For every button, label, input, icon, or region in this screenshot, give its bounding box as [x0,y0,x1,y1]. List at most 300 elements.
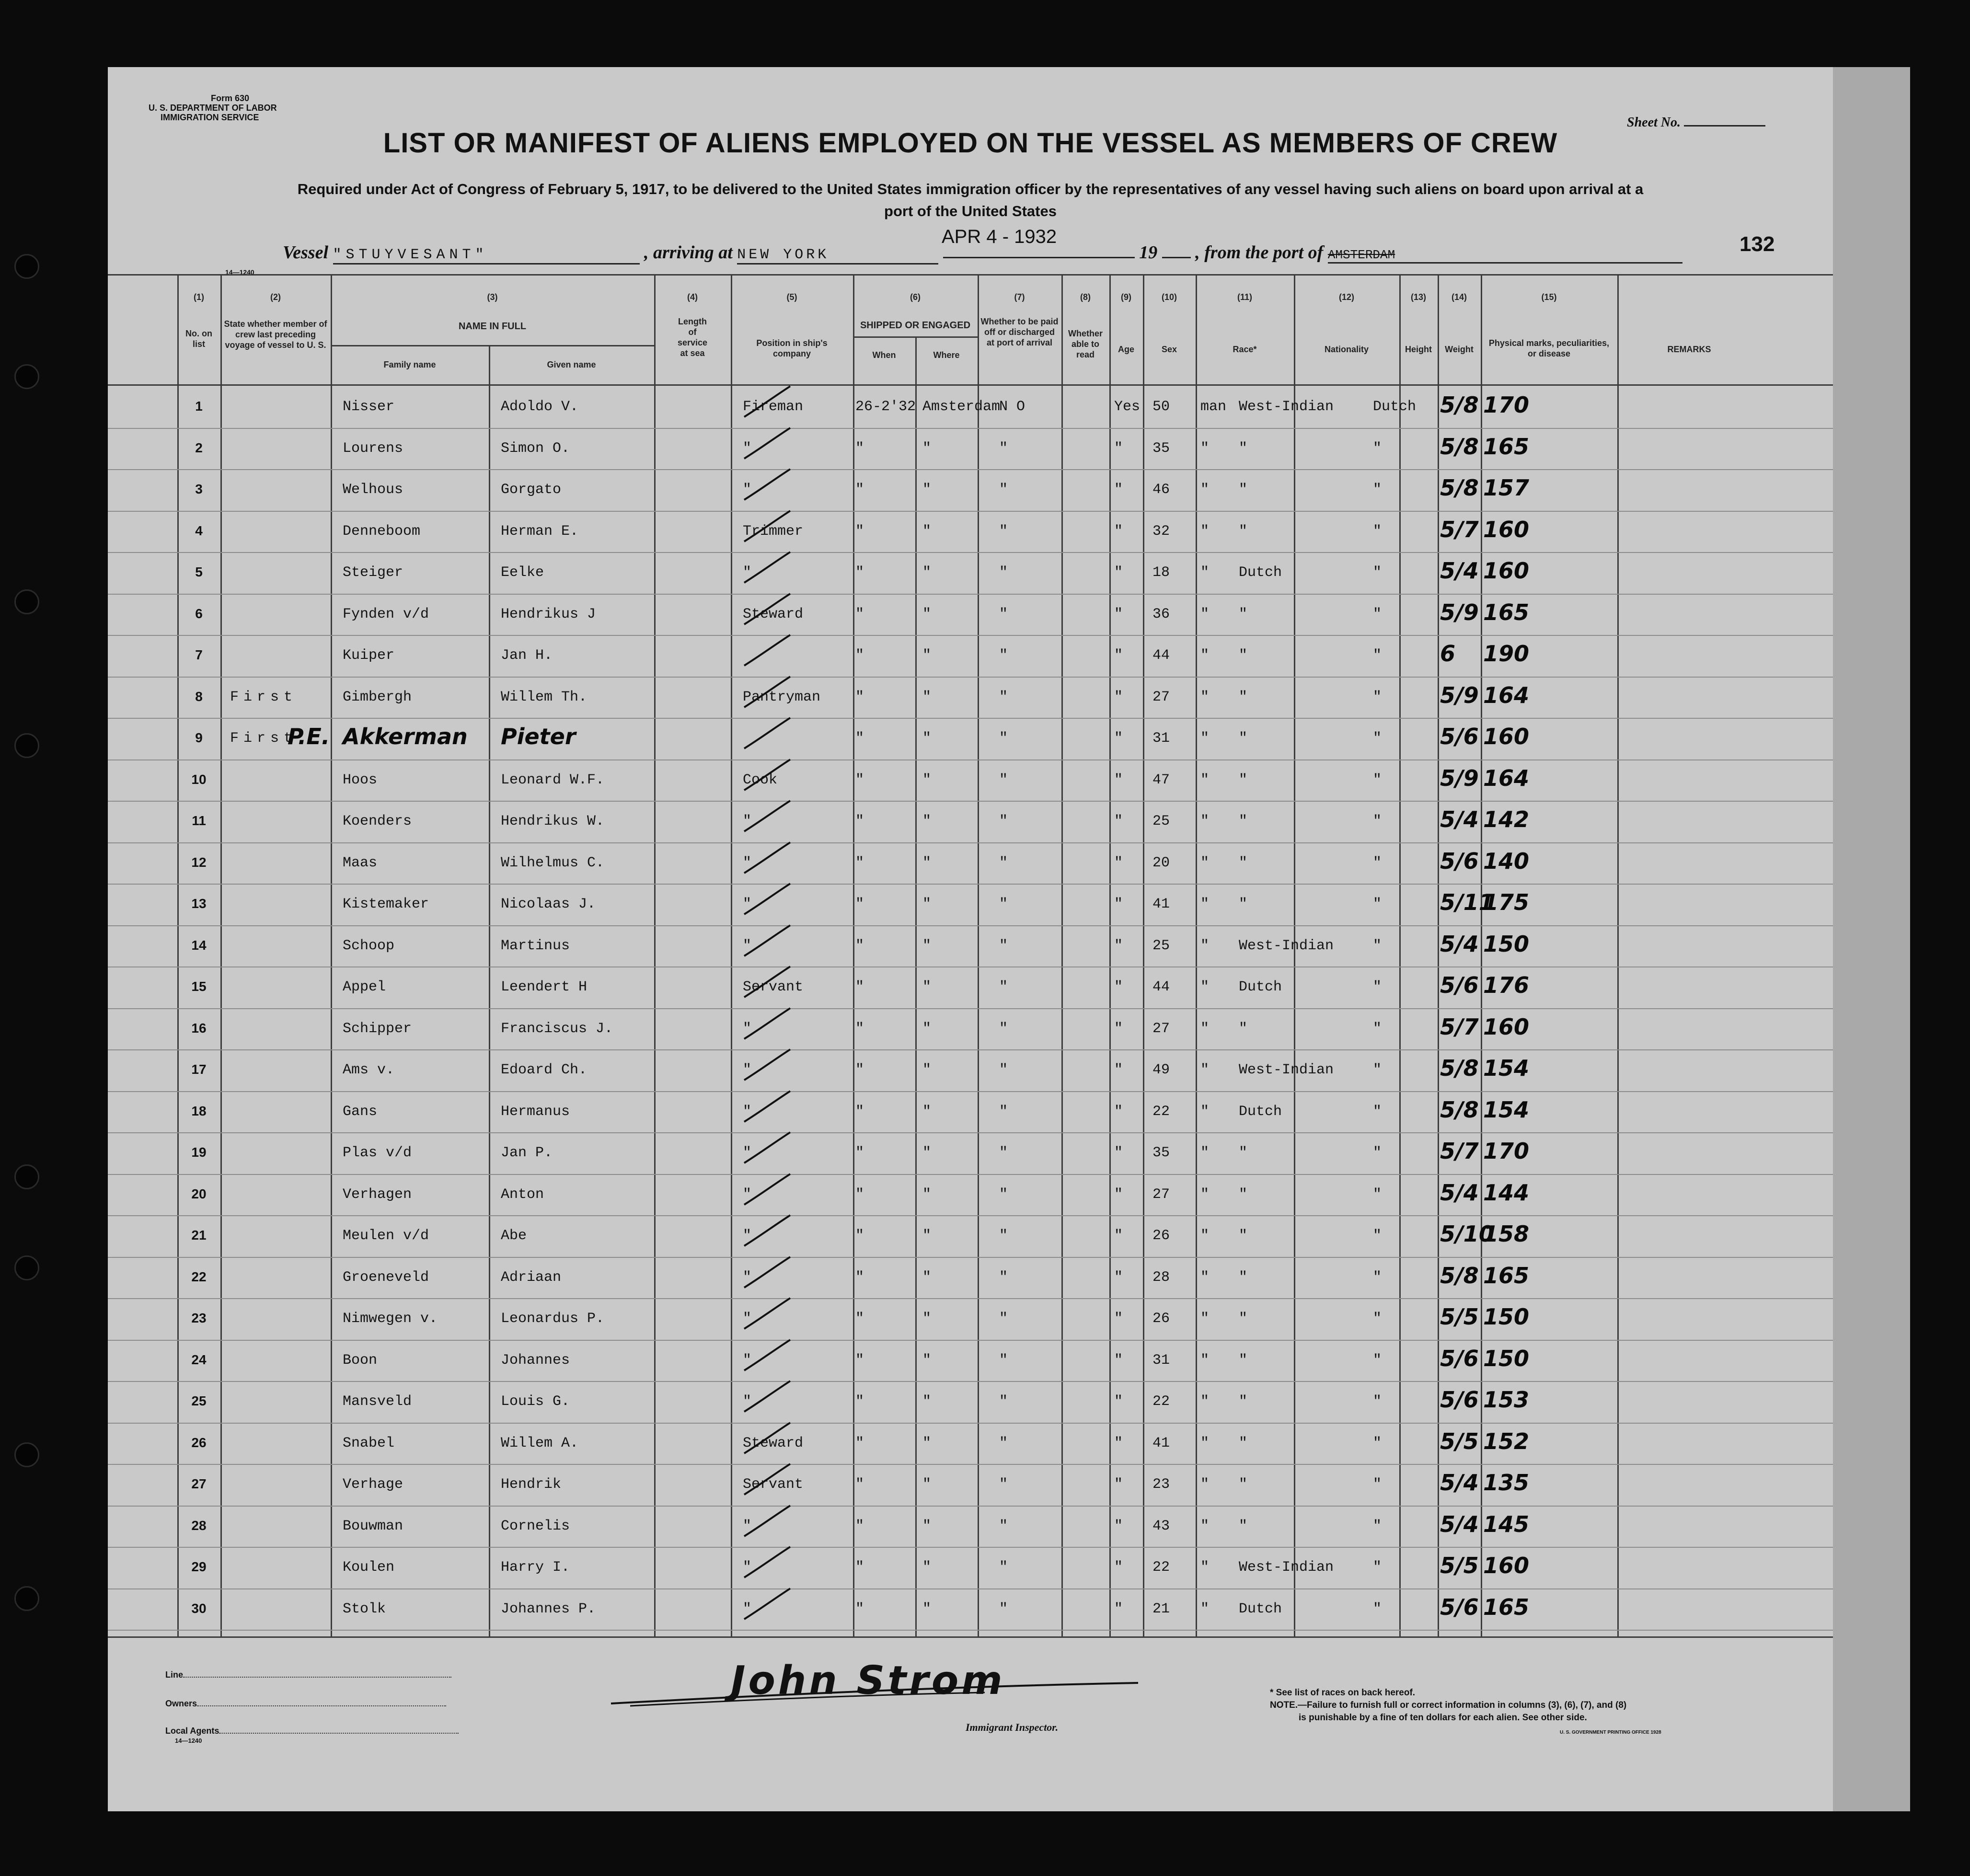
row-number: 26 [191,1435,207,1450]
cell-height: 5/8 [1440,1096,1479,1123]
cell-where: " [922,1020,932,1037]
cell-paid: " [999,979,1008,995]
cell-paid: " [999,1062,1008,1078]
arriving-label: , arriving at [644,242,733,263]
row-rule [108,594,1833,595]
cell-family: Koenders [343,813,412,829]
cell-family: Steiger [343,564,403,581]
cell-read: " [1114,1393,1123,1410]
row-rule [108,884,1833,885]
manifest-sheet [108,67,1833,1811]
cell-read: " [1114,564,1123,581]
cell-when: " [855,1600,864,1617]
checkmark-icon [740,881,793,919]
row-number: 5 [195,564,203,579]
cell-age: 49 [1152,1062,1170,1078]
cell-where: " [922,440,932,457]
cell-race: West-Indian [1239,399,1334,415]
checkmark-icon [740,632,793,670]
cell-sex: " [1200,1228,1210,1244]
cell-sex: " [1200,1435,1210,1451]
cell-race: Dutch [1239,564,1282,581]
cell-where: " [922,1228,932,1244]
table-top-border [108,274,1833,276]
cell-sex: " [1200,1476,1210,1493]
table-row [108,1134,1833,1173]
row-rule [108,925,1833,926]
cell-when: " [855,647,864,664]
cell-weight: 158 [1483,1221,1530,1247]
table-row [108,803,1833,841]
cell-given: Cornelis [501,1518,570,1534]
binder-hole [14,1164,39,1189]
year-label: 19 [1139,242,1158,263]
cell-when: " [855,730,864,747]
cell-position: " [743,1145,752,1161]
cell-sex: " [1200,564,1210,581]
row-rule [108,428,1833,429]
cell-height: 6 [1440,641,1456,667]
cell-given: Jan P. [501,1145,553,1161]
column-header: Physical marks, peculiarities, or disease [1488,338,1610,358]
cell-sex: " [1200,854,1210,871]
cell-where: " [922,606,932,622]
table-row [108,1508,1833,1546]
cell-when: " [855,854,864,871]
cell-read: " [1114,896,1123,912]
checkmark-icon [740,1544,793,1582]
cell-family: Stolk [343,1600,386,1617]
cell-height: 5/5 [1440,1304,1479,1330]
table-row [108,430,1833,468]
cell-position: Fireman [743,399,804,415]
cell-family: Mansveld [343,1393,412,1410]
cell-position: " [743,1518,752,1534]
cell-age: 31 [1152,730,1170,747]
cell-race: West-Indian [1239,1062,1334,1078]
checkmark-icon [740,674,793,712]
cell-age: 27 [1152,689,1170,705]
cell-family: Welhous [343,482,403,498]
cell-where: " [922,937,932,954]
cell-family: Maas [343,854,378,871]
manifest-subtitle-line2: port of the United States [884,203,1057,219]
cell-weight: 144 [1483,1179,1530,1206]
cell-race: " [1239,1393,1248,1410]
cell-given: Nicolaas J. [501,896,596,912]
column-header: Position in ship's company [756,338,828,358]
agents-code: 14—1240 [175,1737,202,1744]
row-number: 21 [191,1228,207,1243]
row-rule [108,1008,1833,1009]
cell-where: " [922,564,932,581]
cell-sex: " [1200,1269,1210,1286]
column-header: Whether to be paid off or discharged at port of arrival [980,317,1059,347]
cell-nationality: Dutch [1373,399,1417,415]
cell-paid: " [999,813,1008,829]
row-rule [108,1547,1833,1548]
cell-where: " [922,1269,932,1286]
year-line [1162,257,1191,258]
cell-race: West-Indian [1239,1559,1334,1576]
cell-when: " [855,689,864,705]
cell-height: 5/4 [1440,931,1479,957]
column-header: Nationality [1324,345,1369,354]
table-row [108,679,1833,717]
cell-paid: " [999,1228,1008,1244]
cell-family: Appel [343,979,386,995]
cell-read: Yes [1114,399,1141,415]
cell-nationality: " [1373,730,1382,747]
row-number: 10 [191,771,207,787]
cell-where: " [922,1103,932,1120]
row-rule [108,1423,1833,1424]
column-header: State whether member of crew last preceding voyage of vessel to U. S. [224,319,327,350]
cell-where: " [922,1145,932,1161]
race-note: * See list of races on back hereof. [1270,1688,1416,1698]
cell-race: " [1239,1269,1248,1286]
checkmark-icon [740,1047,793,1085]
line-label-text: Line [165,1670,184,1680]
cell-given: Harry I. [501,1559,570,1576]
cell-position: Trimmer [743,523,804,540]
cell-weight: 150 [1483,1345,1530,1371]
cell-when: " [855,979,864,995]
cell-height: 5/7 [1440,1138,1479,1164]
previous-voyage: First [230,730,298,747]
cell-nationality: " [1373,1269,1382,1286]
cell-given: Louis G. [501,1393,570,1410]
cell-age: 35 [1152,1145,1170,1161]
cell-sex: " [1200,523,1210,540]
cell-weight: 153 [1483,1387,1530,1413]
owners-dots [197,1705,446,1706]
cell-family: Nisser [343,399,395,415]
cell-race: " [1239,1186,1248,1203]
column-header: Sex [1161,345,1177,354]
cell-given: Simon O. [501,440,570,457]
cell-given: Leonardus P. [501,1311,605,1327]
table-row [108,596,1833,634]
checkmark-icon [740,425,793,463]
cell-nationality: " [1373,1228,1382,1244]
cell-read: " [1114,1311,1123,1327]
cell-given: Wilhelmus C. [501,854,605,871]
cell-weight: 175 [1483,889,1530,915]
cell-family: Fynden v/d [343,606,429,622]
manifest-subtitle: Required under Act of Congress of February 5, 1917, to be delivered to the United States immigration officer by the representatives of any vessel having such aliens on board upon arrival at a [297,181,1644,197]
cell-when: " [855,1311,864,1327]
cell-weight: 165 [1483,599,1530,625]
cell-weight: 190 [1483,641,1530,667]
cell-nationality: " [1373,1393,1382,1410]
cell-position: " [743,1269,752,1286]
checkmark-icon [740,798,793,836]
row-number: 12 [191,854,207,870]
cell-race: " [1239,1145,1248,1161]
row-number: 2 [195,440,203,455]
row-rule [108,1630,1833,1631]
cell-given: Leonard W.F. [501,771,605,788]
cell-given: Martinus [501,937,570,954]
form-number: Form 630 [211,93,250,103]
cell-age: 27 [1152,1186,1170,1203]
cell-family: Akkerman [343,724,468,749]
cell-race: " [1239,771,1248,788]
binder-hole [14,589,39,614]
table-row [108,761,1833,800]
cell-height: 5/4 [1440,1470,1479,1496]
cell-position: " [743,1228,752,1244]
cell-age: 46 [1152,482,1170,498]
checkmark-icon [740,1171,793,1209]
cell-height: 5/4 [1440,1179,1479,1206]
line-dots [183,1677,451,1678]
cell-race: " [1239,1352,1248,1369]
cell-given: Jan H. [501,647,553,664]
column-header: Length of service at sea [677,317,708,358]
cell-age: 47 [1152,771,1170,788]
cell-height: 5/4 [1440,1511,1479,1537]
cell-when: " [855,813,864,829]
checkmark-icon [740,757,793,795]
cell-paid: " [999,523,1008,540]
table-row [108,513,1833,551]
cell-read: " [1114,1020,1123,1037]
row-rule [108,801,1833,802]
cell-family: Denneboom [343,523,421,540]
cell-sex: " [1200,647,1210,664]
cell-family: Schipper [343,1020,412,1037]
cell-age: 44 [1152,647,1170,664]
cell-height: 5/6 [1440,1594,1479,1620]
cell-height: 5/9 [1440,682,1479,708]
cell-nationality: " [1373,606,1382,622]
cell-race: " [1239,1228,1248,1244]
cell-where: " [922,854,932,871]
cell-family: Kistemaker [343,896,429,912]
cell-where: Amsterdam [922,399,1001,415]
row-number: 29 [191,1559,207,1574]
line-label [165,1670,451,1680]
cell-age: 31 [1152,1352,1170,1369]
row-rule [108,718,1833,719]
cell-where: " [922,1311,932,1327]
cell-age: 18 [1152,564,1170,581]
cell-age: 26 [1152,1311,1170,1327]
cell-race: " [1239,482,1248,498]
cell-family: Plas v/d [343,1145,412,1161]
row-rule [108,635,1833,636]
table-row [108,1425,1833,1463]
checkmark-icon [740,922,793,961]
cell-read: " [1114,937,1123,954]
table-row [108,1217,1833,1255]
cell-where: " [922,689,932,705]
cell-age: 25 [1152,813,1170,829]
cell-when: " [855,440,864,457]
cell-weight: 150 [1483,1304,1530,1330]
cell-paid: " [999,1518,1008,1534]
table-row [108,1466,1833,1504]
cell-age: 21 [1152,1600,1170,1617]
cell-read: " [1114,979,1123,995]
column-header: Weight [1445,345,1474,354]
cell-nationality: " [1373,1020,1382,1037]
cell-height: 5/8 [1440,433,1479,460]
cell-family: Schoop [343,937,395,954]
checkmark-icon [740,383,793,422]
cell-when: " [855,564,864,581]
date-field-line [943,257,1135,258]
cell-paid: " [999,689,1008,705]
cell-when: " [855,1228,864,1244]
cell-weight: 164 [1483,682,1530,708]
cell-race: " [1239,896,1248,912]
checkmark-icon [740,1337,793,1375]
cell-nationality: " [1373,854,1382,871]
cell-position: " [743,1103,752,1120]
cell-nationality: " [1373,1145,1382,1161]
cell-where: " [922,1435,932,1451]
cell-nationality: " [1373,937,1382,954]
cell-position: " [743,854,752,871]
cell-paid: " [999,1352,1008,1369]
binder-hole [14,254,39,279]
manifest-title: LIST OR MANIFEST OF ALIENS EMPLOYED ON THE VESSEL AS MEMBERS OF CREW [383,127,1558,159]
cell-sex: " [1200,1103,1210,1120]
owners-label-text: Owners [165,1699,197,1708]
vessel-line [283,242,1682,265]
cell-age: 41 [1152,1435,1170,1451]
cell-where: " [922,1352,932,1369]
cell-weight: 160 [1483,516,1530,542]
cell-race: Dutch [1239,1600,1282,1617]
cell-position: " [743,440,752,457]
cell-sex: " [1200,482,1210,498]
cell-position: " [743,937,752,954]
cell-family: Boon [343,1352,378,1369]
cell-height: 5/7 [1440,516,1479,542]
cell-weight: 165 [1483,433,1530,460]
arrival-date-stamp: APR 4 - 1932 [942,226,1057,247]
cell-paid: " [999,606,1008,622]
cell-family: Verhagen [343,1186,412,1203]
cell-read: " [1114,813,1123,829]
cell-when: " [855,482,864,498]
row-number: 19 [191,1145,207,1160]
cell-nationality: " [1373,1103,1382,1120]
cell-position: Servant [743,979,804,995]
cell-sex: " [1200,1559,1210,1576]
binder-hole [14,364,39,389]
cell-sex: " [1200,1518,1210,1534]
cell-race: " [1239,1476,1248,1493]
cell-sex: " [1200,606,1210,622]
cell-height: 5/5 [1440,1553,1479,1578]
cell-position: " [743,896,752,912]
cell-when: " [855,1518,864,1534]
cell-position: Servant [743,1476,804,1493]
checkmark-icon [740,1212,793,1251]
from-label: , from the port of [1195,242,1324,263]
cell-nationality: " [1373,896,1382,912]
cell-read: " [1114,1476,1123,1493]
column-subheader: Where [933,350,960,360]
cell-position: " [743,482,752,498]
sheet-number-line [1684,125,1765,127]
column-header: SHIPPED OR ENGAGED [860,320,971,331]
cell-weight: 140 [1483,848,1530,874]
cell-when: 26-2'32 [855,399,916,415]
table-bottom-border [108,1636,1833,1638]
cell-weight: 160 [1483,1013,1530,1040]
cell-where: " [922,482,932,498]
cell-given: Hendrikus W. [501,813,605,829]
cell-sex: " [1200,1145,1210,1161]
cell-height: 5/8 [1440,475,1479,501]
agents-label-text: Local Agents [165,1726,219,1736]
cell-family: Snabel [343,1435,395,1451]
cell-height: 5/8 [1440,1055,1479,1081]
cell-when: " [855,523,864,540]
checkmark-icon [740,1378,793,1416]
row-rule [108,1464,1833,1465]
cell-when: " [855,1559,864,1576]
cell-height: 5/5 [1440,1428,1479,1454]
cell-nationality: " [1373,813,1382,829]
cell-nationality: " [1373,1559,1382,1576]
cell-family: Lourens [343,440,403,457]
cell-age: 22 [1152,1103,1170,1120]
cell-sex: " [1200,896,1210,912]
cell-read: " [1114,854,1123,871]
col-number: (11) [1237,292,1253,302]
cell-sex: " [1200,1393,1210,1410]
cell-nationality: " [1373,564,1382,581]
cell-read: " [1114,1103,1123,1120]
cell-position: Cook [743,771,778,788]
column-subheader: Family name [383,360,436,369]
col-number: (14) [1451,292,1467,302]
cell-family: Nimwegen v. [343,1311,438,1327]
cell-position: " [743,564,752,581]
cell-weight: 160 [1483,558,1530,584]
cell-paid: " [999,1269,1008,1286]
printer-line: U. S. GOVERNMENT PRINTING OFFICE 1928 [1560,1730,1661,1735]
row-number: 13 [191,896,207,911]
cell-sex: " [1200,1311,1210,1327]
cell-nationality: " [1373,771,1382,788]
cell-sex: " [1200,1020,1210,1037]
cell-sex: " [1200,813,1210,829]
cell-where: " [922,979,932,995]
row-number: 24 [191,1352,207,1367]
cell-age: 28 [1152,1269,1170,1286]
cell-where: " [922,730,932,747]
cell-when: " [855,1186,864,1203]
cell-paid: " [999,564,1008,581]
table-row [108,637,1833,675]
cell-when: " [855,1020,864,1037]
table-row [108,1549,1833,1587]
cell-position: Steward [743,606,804,622]
binder-hole [14,1586,39,1611]
row-number: 3 [195,482,203,496]
table-row [108,968,1833,1007]
cell-height: 5/4 [1440,806,1479,832]
cell-weight: 154 [1483,1096,1530,1123]
